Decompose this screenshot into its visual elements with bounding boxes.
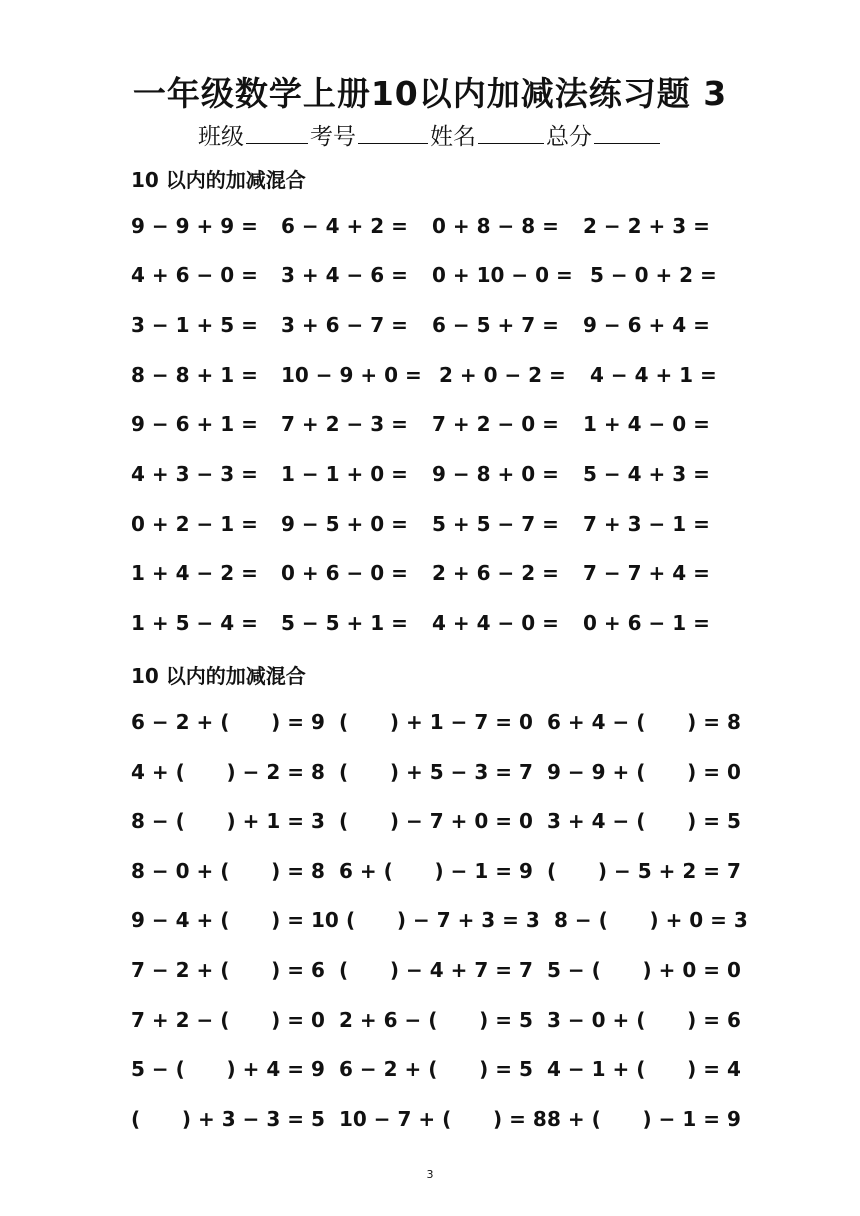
name-blank (478, 121, 544, 144)
number-blank (358, 121, 428, 144)
math-problem: 6 − 2 + ( ) = 9 (131, 710, 325, 734)
math-problem: 0 + 6 − 0 = (281, 561, 408, 585)
math-problem: 4 − 4 + 1 = (583, 363, 717, 387)
math-problem: 6 + 4 − ( ) = 8 (547, 710, 741, 734)
math-problem: 5 + 5 − 7 = (432, 512, 559, 536)
math-problem: 6 − 5 + 7 = (432, 313, 559, 337)
math-problem: 2 − 2 + 3 = (583, 214, 710, 238)
math-problem: 5 − 4 + 3 = (583, 462, 710, 486)
page-number: 3 (426, 1168, 434, 1181)
math-problem: 3 + 4 − ( ) = 5 (547, 809, 741, 833)
math-problem: 9 − 6 + 1 = (131, 412, 258, 436)
math-problem: 9 − 9 + 9 = (131, 214, 258, 238)
math-problem: 0 + 8 − 8 = (432, 214, 559, 238)
class-blank (246, 121, 308, 144)
math-problem: 7 + 2 − 0 = (432, 412, 559, 436)
math-problem: 3 + 4 − 6 = (281, 263, 408, 287)
student-info-line (0, 118, 860, 151)
math-problem: 0 + 2 − 1 = (131, 512, 258, 536)
math-problem: 4 + ( ) − 2 = 8 (131, 760, 325, 784)
score-label: 总分 (546, 124, 592, 150)
math-problem: 3 − 1 + 5 = (131, 313, 258, 337)
math-problem: 1 − 1 + 0 = (281, 462, 408, 486)
math-problem: ( ) + 5 − 3 = 7 (339, 760, 533, 784)
math-problem: 4 + 6 − 0 = (131, 263, 258, 287)
math-problem: 7 − 2 + ( ) = 6 (131, 958, 325, 982)
math-problem: 6 − 4 + 2 = (281, 214, 408, 238)
math-problem: 9 − 6 + 4 = (583, 313, 710, 337)
math-problem: 7 + 3 − 1 = (583, 512, 710, 536)
math-problem: 8 − ( ) + 1 = 3 (131, 809, 325, 833)
math-problem: ( ) + 3 − 3 = 5 (131, 1107, 325, 1131)
math-problem: 4 − 1 + ( ) = 4 (547, 1057, 741, 1081)
math-problem: 7 + 2 − ( ) = 0 (131, 1008, 325, 1032)
math-problem: 6 − 2 + ( ) = 5 (339, 1057, 533, 1081)
number-label: 考号 (310, 124, 356, 150)
math-problem: 0 + 6 − 1 = (583, 611, 710, 635)
section1-heading: 10 以内的加减混合 (131, 168, 306, 192)
math-problem: 9 − 5 + 0 = (281, 512, 408, 536)
math-problem: 4 + 4 − 0 = (432, 611, 559, 635)
page-title: 一年级数学上册10以内加减法练习题 3 (132, 74, 728, 113)
math-problem: 1 + 4 − 2 = (131, 561, 258, 585)
math-problem: 3 − 0 + ( ) = 6 (547, 1008, 741, 1032)
math-problem: 10 − 7 + ( ) = 8 (339, 1107, 547, 1131)
math-problem: 1 + 4 − 0 = (583, 412, 710, 436)
math-problem: ( ) − 7 + 0 = 0 (339, 809, 533, 833)
math-problem: 8 − 0 + ( ) = 8 (131, 859, 325, 883)
math-problem: ( ) − 7 + 3 = 3 (339, 908, 540, 932)
math-problem: 8 − ( ) + 0 = 3 (547, 908, 748, 932)
math-problem: 2 + 6 − ( ) = 5 (339, 1008, 533, 1032)
math-problem: 7 − 7 + 4 = (583, 561, 710, 585)
math-problem: 2 + 6 − 2 = (432, 561, 559, 585)
math-problem: 9 − 4 + ( ) = 10 (131, 908, 339, 932)
math-problem: 5 − 0 + 2 = (583, 263, 717, 287)
math-problem: ( ) − 4 + 7 = 7 (339, 958, 533, 982)
math-problem: 5 − 5 + 1 = (281, 611, 408, 635)
math-problem: 4 + 3 − 3 = (131, 462, 258, 486)
score-blank (594, 121, 660, 144)
section2-heading: 10 以内的加减混合 (131, 664, 306, 688)
math-problem: ( ) + 1 − 7 = 0 (339, 710, 533, 734)
math-problem: 2 + 0 − 2 = (432, 363, 566, 387)
class-label: 班级 (198, 124, 244, 150)
math-problem: 8 − 8 + 1 = (131, 363, 258, 387)
math-problem: 5 − ( ) + 4 = 9 (131, 1057, 325, 1081)
math-problem: 7 + 2 − 3 = (281, 412, 408, 436)
math-problem: 1 + 5 − 4 = (131, 611, 258, 635)
name-label: 姓名 (430, 124, 476, 150)
math-problem: ( ) − 5 + 2 = 7 (547, 859, 741, 883)
math-problem: 6 + ( ) − 1 = 9 (339, 859, 533, 883)
math-problem: 5 − ( ) + 0 = 0 (547, 958, 741, 982)
math-problem: 9 − 8 + 0 = (432, 462, 559, 486)
math-problem: 3 + 6 − 7 = (281, 313, 408, 337)
math-problem: 9 − 9 + ( ) = 0 (547, 760, 741, 784)
math-problem: 8 + ( ) − 1 = 9 (547, 1107, 741, 1131)
math-problem: 0 + 10 − 0 = (432, 263, 573, 287)
math-problem: 10 − 9 + 0 = (281, 363, 422, 387)
